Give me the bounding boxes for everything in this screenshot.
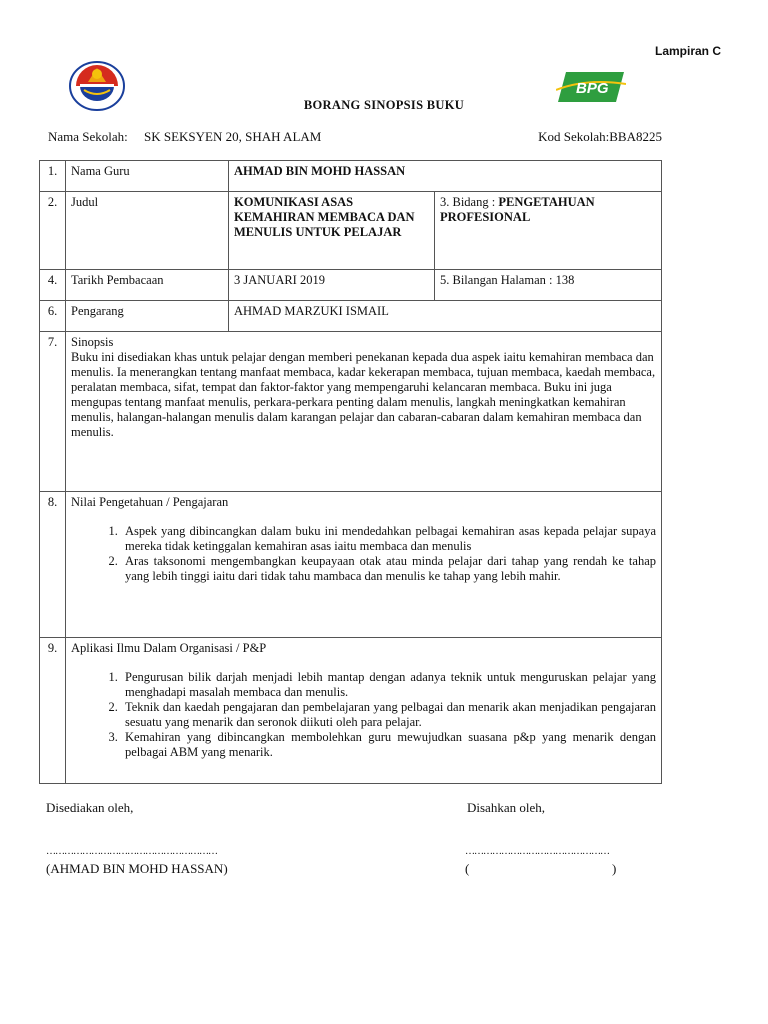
attachment-label: Lampiran C: [654, 44, 721, 58]
knowledge-value-cell: [66, 492, 662, 638]
row-application: [40, 638, 662, 784]
row-knowledge-value: [40, 492, 662, 638]
row-author: [40, 301, 662, 332]
page-count-value: 5. Bilangan Halaman : 138: [435, 270, 662, 301]
application-cell: [66, 638, 662, 784]
field-cell: [435, 192, 662, 270]
row-number: 8.: [40, 492, 66, 638]
teacher-name-value: AHMAD BIN MOHD HASSAN: [229, 161, 662, 192]
list-item: 2. Aras taksonomi mengembangkan keupayaan otak atau minda pelajar dari tahap yang rendah ke tahap yang lebih tinggi iaitu dari tidak tahu mambaca dan menulis ke tahap yang lebih mahir.: [121, 554, 656, 584]
row-label: Tarikh Pembacaan: [66, 270, 229, 301]
approved-by-open-paren: (: [465, 861, 470, 876]
row-label: Nama Guru: [66, 161, 229, 192]
book-title-value: KOMUNIKASI ASAS KEMAHIRAN MEMBACA DAN MENULIS UNTUK PELAJAR: [229, 192, 435, 270]
synopsis-label: Sinopsis: [71, 335, 114, 349]
signature-line-left: …………………………………………………: [46, 846, 217, 857]
row-number: 7.: [40, 332, 66, 492]
row-title: [40, 192, 662, 270]
reading-date-value: 3 JANUARI 2019: [229, 270, 435, 301]
row-reading-date: [40, 270, 662, 301]
school-code: Kod Sekolah:BBA8225: [538, 129, 662, 144]
row-label: Pengarang: [66, 301, 229, 332]
knowledge-value-list: [71, 524, 656, 584]
list-item: 2. Teknik dan kaedah pengajaran dan pembelajaran yang pelbagai dan menarik akan menjadikan pengajaran sesuatu yang menarik dan seronok diikuti oleh para pelajar.: [121, 700, 656, 730]
row-label: Judul: [66, 192, 229, 270]
bpg-logo-text: BPG: [576, 80, 609, 97]
synopsis-text: Buku ini disediakan khas untuk pelajar dengan memberi penekanan kepada dua aspek iaitu kemahiran membaca dan menulis. Ia menerangkan tentang manfaat membaca, kadar kekerapan membaca, tujuan membaca, kaedah membaca, peralatan membaca, sifat, tempat dan faktor-faktor yang mempengaruhi kelancaran membaca. Buku ini juga mengupas tentang manfaat menulis, perkara-perkara penting dalam menulis, langkah meningkatkan kemahiran menulis, halangan-halangan menulis dalam karangan pelajar dan cabaran-cabaran dalam kemahiran membaca dan menulis.: [71, 350, 656, 439]
application-list: [71, 670, 656, 760]
application-label: Aplikasi Ilmu Dalam Organisasi / P&P: [71, 641, 267, 655]
list-item: 3. Kemahiran yang dibincangkan membolehkan guru mewujudkan suasana p&p yang menarik dengan pelbagai ABM yang menarik.: [121, 730, 656, 760]
knowledge-value-label: Nilai Pengetahuan / Pengajaran: [71, 495, 229, 509]
row-number: 2.: [40, 192, 66, 270]
row-teacher-name: [40, 161, 662, 192]
field-label: 3. Bidang :: [440, 195, 499, 209]
signature-line-right: …………………………………………: [465, 846, 609, 857]
row-number: 1.: [40, 161, 66, 192]
field-value: PENGETAHUAN PROFESIONAL: [440, 195, 595, 224]
row-number: 4.: [40, 270, 66, 301]
list-item: 1. Aspek yang dibincangkan dalam buku ini mendedahkan pelbagai kemahiran asas kepada pelajar supaya mereka tidak ketinggalan kemahiran asas iaitu membaca dan menulis: [121, 524, 656, 554]
author-value: AHMAD MARZUKI ISMAIL: [229, 301, 662, 332]
form-title: BORANG SINOPSIS BUKU: [303, 98, 465, 112]
synopsis-form-table: [39, 160, 662, 784]
prepared-by-label: Disediakan oleh,: [46, 800, 134, 815]
row-number: 6.: [40, 301, 66, 332]
row-synopsis: [40, 332, 662, 492]
approved-by-label: Disahkan oleh,: [467, 800, 545, 815]
row-number: 9.: [40, 638, 66, 784]
school-name: SK SEKSYEN 20, SHAH ALAM: [144, 129, 322, 144]
list-item: 1. Pengurusan bilik darjah menjadi lebih mantap dengan adanya teknik untuk menguruskan pelajar yang menghadapi masalah membaca dan menulis.: [121, 670, 656, 700]
prepared-by-name: (AHMAD BIN MOHD HASSAN): [46, 861, 228, 876]
synopsis-cell: [66, 332, 662, 492]
approved-by-close-paren: ): [612, 861, 617, 876]
school-label: Nama Sekolah:: [48, 129, 128, 144]
